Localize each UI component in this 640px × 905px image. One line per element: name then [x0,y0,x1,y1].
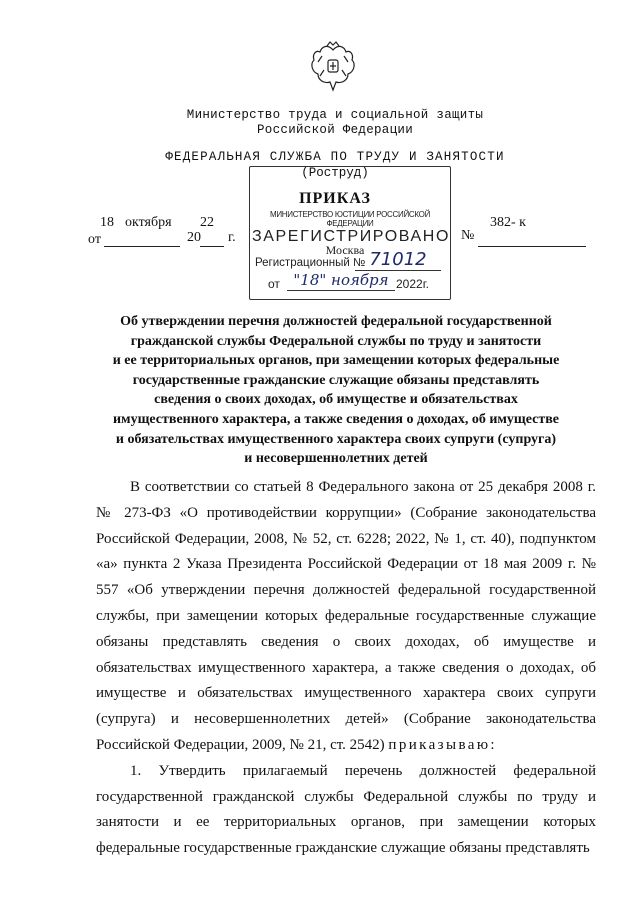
service-abbreviation: (Роструд) [301,166,369,180]
order-number-label: № [461,228,475,243]
order-body [96,475,596,862]
order-month: октября [125,215,172,230]
order-title: Об утверждении перечня должностей федеральной государственной гражданской службы Федеральной службы по труду и занятости и ее территориальных органов, при замещении которых федеральные государственные гражданские служащие обязаны представлять сведения о своих доходах, об имуществе и обязательствах имущественного характера, а также сведения о доходах, об имуществе и обязательствах имущественного характера своих супруги (супруга) и несовершеннолетних детей [112,314,560,467]
order-year-suffix: 22 [200,215,214,230]
order-number: 382- к [490,215,526,230]
stamp-reg-label: Регистрационный № [255,257,366,269]
year-underline [200,236,224,247]
stamp-city: Москва [325,243,365,257]
stamp-handwritten-date: "18" ноября [287,270,395,291]
stamp-reg-number: 71012 [355,250,441,271]
service-name: ФЕДЕРАЛЬНАЯ СЛУЖБА ПО ТРУДУ И ЗАНЯТОСТИ [165,150,505,164]
order-from-label: от [88,232,101,247]
document-type: ПРИКАЗ [299,190,371,207]
order-day: 18 [100,215,114,230]
body-paragraph-1: В соответствии со статьей 8 Федерального закона от 25 декабря 2008 г. № 273-ФЗ «О противодействии коррупции» (Собрание законодательства Российской Федерации, 2008, № 52, ст. 6228; 2022, № 1, ст. 40), подпунктом «а» пункта 2 Указа Президента Российской Федерации от 18 мая 2009 г. № 557 «Об утверждении перечня должностей федеральной государственной службы, при замещении которых федеральные государственные служащие обязаны представлять сведения о своих доходах, об имуществе и обязательствах имущественного характера, а также сведения о доходах, об имуществе и обязательствах имущественного характера своих супруги (супруга) и несовершеннолетних детей» (Собрание законодательства Российской Федерации, 2009, № 21, ст. 2542) приказываю: [96,479,596,753]
stamp-from-label: от [268,277,280,291]
stamp-year: 2022г. [396,277,429,291]
ministry-name: Министерство труда и социальной защиты Российской Федерации [186,108,484,137]
stamp-title: ЗАРЕГИСТРИРОВАНО [252,228,450,245]
order-command: приказываю: [388,736,497,753]
coat-of-arms-icon [308,40,358,96]
stamp-organization: МИНИСТЕРСТВО ЮСТИЦИИ РОССИЙСКОЙ ФЕДЕРАЦИИ [269,210,431,228]
body-paragraph-2: 1. Утвердить прилагаемый перечень должностей федеральной государственной гражданской службы Федеральной службы по труду и занятости и ее территориальных органов, при замещении которых федеральные государственные гражданские служащие обязаны представлять [96,762,596,857]
date-underline [104,236,180,247]
order-year-unit: г. [228,230,236,245]
number-underline [478,236,586,247]
order-year-prefix: 20 [187,230,201,245]
